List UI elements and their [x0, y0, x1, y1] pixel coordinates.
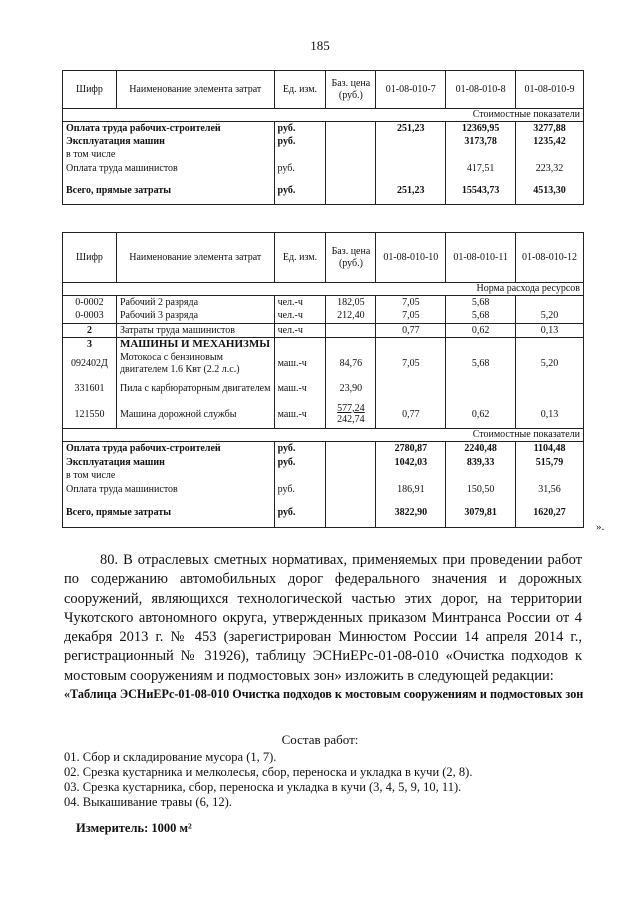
table-row — [63, 149, 584, 161]
section-label-row — [63, 109, 584, 122]
row-value: 3822,90 — [376, 498, 446, 528]
row-value: 15543,73 — [446, 177, 516, 205]
row-unit: руб. — [274, 122, 326, 135]
row-value: 0,77 — [376, 324, 446, 338]
row-unit: руб. — [274, 161, 326, 177]
row-value: 5,68 — [446, 296, 516, 309]
cost-table-2 — [62, 232, 584, 528]
row-unit: руб. — [274, 177, 326, 205]
table-row — [63, 309, 584, 324]
table-row — [63, 401, 584, 429]
row-unit: чел.-ч — [274, 324, 326, 338]
table-row — [63, 161, 584, 177]
header-name: Наименование элемента затрат — [116, 71, 274, 109]
row-price-pair — [326, 401, 376, 429]
row-code: 0-0002 — [63, 296, 117, 309]
row-unit: руб. — [274, 482, 326, 498]
row-name: в том числе — [63, 149, 275, 161]
norm-label: Норма расхода ресурсов — [446, 283, 584, 296]
header-code: Шифр — [63, 233, 117, 283]
row-price: 84,76 — [326, 351, 376, 377]
list-item: 03. Срезка кустарника, сбор, переноска и укладка в кучи (3, 4, 5, 9, 10, 11). — [64, 780, 462, 794]
cost-table-1 — [62, 70, 584, 205]
row-unit: руб. — [274, 442, 326, 456]
row-value: 31,56 — [516, 482, 584, 498]
row-value: 0,13 — [516, 324, 584, 338]
row-value: 3079,81 — [446, 498, 516, 528]
row-value: 515,79 — [516, 456, 584, 470]
row-value: 1104,48 — [516, 442, 584, 456]
row-name: МАШИНЫ И МЕХАНИЗМЫ — [116, 338, 274, 351]
row-name: Пила с карбюраторным двигателем — [116, 377, 274, 401]
row-value: 1620,27 — [516, 498, 584, 528]
header-col-2: 01-08-010-8 — [446, 71, 516, 109]
list-item: 01. Сбор и складирование мусора (1, 7). — [64, 750, 277, 764]
header-col-3: 01-08-010-12 — [516, 233, 584, 283]
row-code: 121550 — [63, 401, 117, 429]
table-row — [63, 296, 584, 309]
closing-quote: ». — [596, 521, 605, 533]
row-name: Рабочий 3 разряда — [116, 309, 274, 324]
row-value: 0,62 — [446, 401, 516, 429]
row-unit: маш.-ч — [274, 401, 326, 429]
row-price: 212,40 — [326, 309, 376, 324]
measure-unit: Измеритель: 1000 м² — [76, 821, 192, 835]
table-row — [63, 324, 584, 338]
row-name: Затраты труда машинистов — [116, 324, 274, 338]
row-value: 2780,87 — [376, 442, 446, 456]
body-paragraph — [64, 551, 582, 686]
table-header-row — [63, 233, 584, 283]
row-value: 186,91 — [376, 482, 446, 498]
norm-label-row — [63, 283, 584, 296]
row-name: Машина дорожной службы — [116, 401, 274, 429]
row-value: 12369,95 — [446, 122, 516, 135]
row-unit: руб. — [274, 456, 326, 470]
section-label: Стоимостные показатели — [446, 109, 584, 122]
works-heading: Состав работ: — [281, 732, 359, 747]
row-value: 0,13 — [516, 401, 584, 429]
table-row — [63, 338, 584, 351]
row-value: 2240,48 — [446, 442, 516, 456]
row-price: 182,05 — [326, 296, 376, 309]
header-base-price: Баз. цена (руб.) — [326, 233, 376, 283]
row-name: Всего, прямые затраты — [63, 498, 275, 528]
header-code: Шифр — [63, 71, 117, 109]
header-base-price: Баз. цена (руб.) — [326, 71, 376, 109]
row-name: в том числе — [63, 470, 275, 482]
row-name: Всего, прямые затраты — [63, 177, 275, 205]
row-price-secondary: 242,74 — [337, 414, 365, 426]
list-item: 04. Выкашивание травы (6, 12). — [64, 795, 232, 809]
row-value: 5,68 — [446, 351, 516, 377]
row-name: Мотокоса с бензиновым двигателем 1.6 Квт (2.2 л.с.) — [116, 351, 274, 377]
cost-label: Стоимостные показатели — [446, 429, 584, 442]
row-name: Оплата труда машинистов — [63, 482, 275, 498]
table-row — [63, 351, 584, 377]
table-row — [63, 470, 584, 482]
row-value: 0,62 — [446, 324, 516, 338]
row-value: 417,51 — [446, 161, 516, 177]
page-number: 185 — [310, 38, 330, 53]
list-item: 02. Срезка кустарника и мелколесья, сбор, переноска и укладка в кучи (2, 8). — [64, 765, 473, 779]
table-row — [63, 135, 584, 149]
row-code: 092402Д — [63, 351, 117, 377]
row-price: 577,24 — [337, 402, 365, 414]
row-unit: руб. — [274, 498, 326, 528]
header-col-1: 01-08-010-10 — [376, 233, 446, 283]
row-value: 150,50 — [446, 482, 516, 498]
row-name: Рабочий 2 разряда — [116, 296, 274, 309]
row-name: Эксплуатация машин — [63, 456, 275, 470]
header-col-3: 01-08-010-9 — [516, 71, 584, 109]
row-value: 4513,30 — [516, 177, 584, 205]
row-value: 5,20 — [516, 351, 584, 377]
row-unit: маш.-ч — [274, 377, 326, 401]
table-header-row — [63, 71, 584, 109]
paragraph-text: 80. В отраслевых сметных нормативах, применяемых при проведении работ по содержанию автомобильных дорог федерального значения и дорожных сооружений, являющихся технологической частью этих дорог, на территории Чукотского автономного округа, утвержденных приказом Минтранса России от 4 декабря 2013 г. № 453 (зарегистрирован Минюстом России 14 апреля 2014 г., регистрационный № 31926), таблицу ЭСНиЕРс-01-08-010 «Очистка подходов к мостовым сооружениям и подмостовых зон» изложить в следующей редакции: — [64, 552, 582, 684]
row-code: 2 — [63, 324, 117, 338]
table-row — [63, 377, 584, 401]
row-code: 331601 — [63, 377, 117, 401]
header-unit: Ед. изм. — [274, 233, 326, 283]
row-name: Оплата труда рабочих-строителей — [63, 122, 275, 135]
row-value: 3173,78 — [446, 135, 516, 149]
table-row — [63, 482, 584, 498]
row-value: 7,05 — [376, 351, 446, 377]
table-row — [63, 442, 584, 456]
row-unit: руб. — [274, 135, 326, 149]
row-value: 3277,88 — [516, 122, 584, 135]
row-value: 5,20 — [516, 309, 584, 324]
row-value: 1235,42 — [516, 135, 584, 149]
row-value: 839,33 — [446, 456, 516, 470]
table-row — [63, 456, 584, 470]
cost-label-row — [63, 429, 584, 442]
header-unit: Ед. изм. — [274, 71, 326, 109]
row-value: 1042,03 — [376, 456, 446, 470]
row-code: 0-0003 — [63, 309, 117, 324]
row-value: 5,68 — [446, 309, 516, 324]
row-value: 0,77 — [376, 401, 446, 429]
header-col-1: 01-08-010-7 — [376, 71, 446, 109]
row-value: 7,05 — [376, 296, 446, 309]
header-name: Наименование элемента затрат — [116, 233, 274, 283]
row-name: Оплата труда машинистов — [63, 161, 275, 177]
row-code: 3 — [63, 338, 117, 351]
table-row — [63, 177, 584, 205]
row-unit: чел.-ч — [274, 309, 326, 324]
row-value: 7,05 — [376, 309, 446, 324]
row-value: 223,32 — [516, 161, 584, 177]
row-price: 23,90 — [326, 377, 376, 401]
table-row — [63, 122, 584, 135]
row-name: Оплата труда рабочих-строителей — [63, 442, 275, 456]
row-value: 251,23 — [376, 177, 446, 205]
row-name: Эксплуатация машин — [63, 135, 275, 149]
table-title: «Таблица ЭСНиЕРс-01-08-010 Очистка подходов к мостовым сооружениям и подмостовых зон — [64, 687, 584, 701]
table-row — [63, 498, 584, 528]
row-value: 251,23 — [376, 122, 446, 135]
row-unit: чел.-ч — [274, 296, 326, 309]
header-col-2: 01-08-010-11 — [446, 233, 516, 283]
row-unit: маш.-ч — [274, 351, 326, 377]
